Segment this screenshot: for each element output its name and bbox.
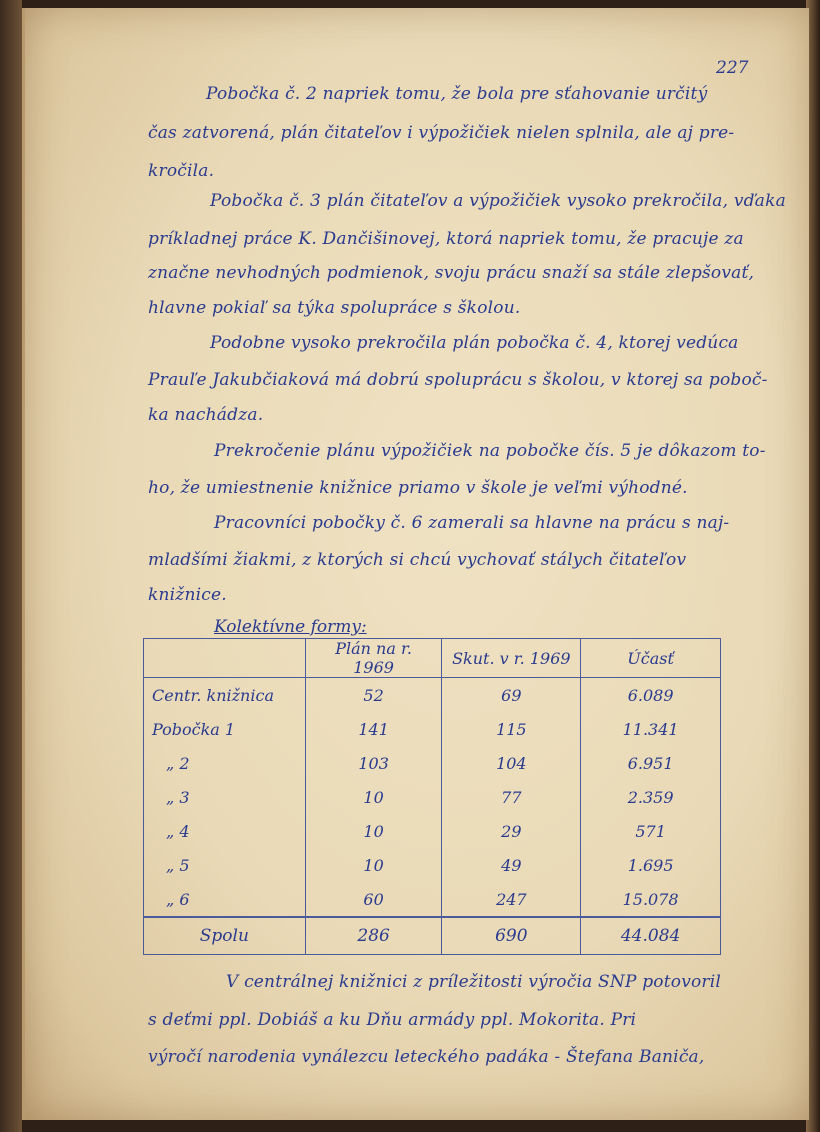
table-row <box>144 678 721 713</box>
closing-line-3: výročí narodenia vynálezcu leteckého padáka - Štefana Baniča, <box>148 1047 705 1067</box>
table-row <box>144 712 721 746</box>
table-heading: Kolektívne formy: <box>214 617 367 637</box>
text-line-14: mladšími žiakmi, z ktorých si chcú vychovať stálych čitateľov <box>148 550 687 570</box>
text-line-8: Podobne vysoko prekročila plán pobočka č. 4, ktorej vedúca <box>210 333 739 353</box>
plan-cell: 60 <box>305 882 442 917</box>
actual-cell: 49 <box>442 848 581 882</box>
total-attendance: 44.084 <box>581 917 721 955</box>
text-line-12: ho, že umiestnenie knižnice priamo v škole je veľmi výhodné. <box>148 478 688 498</box>
attendance-cell: 11.341 <box>581 712 721 746</box>
text-line-2: čas zatvorená, plán čitateľov i výpožičiek nielen splnila, ale aj pre- <box>148 123 735 143</box>
table-header-row <box>144 639 721 678</box>
row-label: Pobočka 1 <box>144 712 306 746</box>
row-label: „ 5 <box>144 848 306 882</box>
actual-cell: 69 <box>442 678 581 713</box>
actual-cell: 247 <box>442 882 581 917</box>
actual-cell: 77 <box>442 780 581 814</box>
text-line-7: hlavne pokiaľ sa týka spolupráce s školou. <box>148 298 521 318</box>
text-line-11: Prekročenie plánu výpožičiek na pobočke čís. 5 je dôkazom to- <box>214 441 766 461</box>
total-label: Spolu <box>144 917 306 955</box>
row-label: „ 2 <box>144 746 306 780</box>
actual-cell: 29 <box>442 814 581 848</box>
plan-cell: 10 <box>305 848 442 882</box>
plan-cell: 103 <box>305 746 442 780</box>
total-actual: 690 <box>442 917 581 955</box>
row-label: „ 4 <box>144 814 306 848</box>
closing-line-1: V centrálnej knižnici z príležitosti výročia SNP potovoril <box>226 972 722 992</box>
text-line-10: ka nachádza. <box>148 405 264 425</box>
plan-cell: 141 <box>305 712 442 746</box>
attendance-cell: 571 <box>581 814 721 848</box>
row-label: „ 6 <box>144 882 306 917</box>
actual-cell: 104 <box>442 746 581 780</box>
table-row <box>144 814 721 848</box>
attendance-cell: 6.089 <box>581 678 721 713</box>
plan-cell: 52 <box>305 678 442 713</box>
text-line-5: príkladnej práce K. Dančišinovej, ktorá napriek tomu, že pracuje za <box>148 229 744 249</box>
table-row <box>144 848 721 882</box>
row-label: „ 3 <box>144 780 306 814</box>
closing-line-2: s deťmi ppl. Dobiáš a ku Dňu armády ppl. Mokorita. Pri <box>148 1010 637 1030</box>
table-row <box>144 780 721 814</box>
actual-cell: 115 <box>442 712 581 746</box>
table-row <box>144 746 721 780</box>
page-number: 227 <box>716 58 749 78</box>
text-line-3: kročila. <box>148 161 215 181</box>
attendance-cell: 2.359 <box>581 780 721 814</box>
attendance-cell: 1.695 <box>581 848 721 882</box>
text-line-4: Pobočka č. 3 plán čitateľov a výpožičiek vysoko prekročila, vďaka <box>210 191 786 211</box>
text-line-6: značne nevhodných podmienok, svoju prácu snaží sa stále zlepšovať, <box>148 263 755 283</box>
attendance-cell: 15.078 <box>581 882 721 917</box>
total-plan: 286 <box>305 917 442 955</box>
column-header-actual: Skut. v r. 1969 <box>442 639 581 678</box>
plan-cell: 10 <box>305 780 442 814</box>
text-line-13: Pracovníci pobočky č. 6 zamerali sa hlavne na prácu s naj- <box>214 513 730 533</box>
row-label: Centr. knižnica <box>144 678 306 713</box>
book-spine <box>0 0 22 1132</box>
text-line-15: knižnice. <box>148 585 227 605</box>
table-total-row <box>144 917 721 955</box>
attendance-cell: 6.951 <box>581 746 721 780</box>
text-line-9: Prauľe Jakubčiaková má dobrú spoluprácu s školou, v ktorej sa poboč- <box>148 370 768 390</box>
column-header-attendance: Účasť <box>581 639 721 678</box>
text-line-1: Pobočka č. 2 napriek tomu, že bola pre sťahovanie určitý <box>206 84 708 104</box>
plan-cell: 10 <box>305 814 442 848</box>
column-header-blank <box>144 639 306 678</box>
statistics-table <box>143 638 721 955</box>
column-header-plan: Plán na r. 1969 <box>305 639 442 678</box>
table-row <box>144 882 721 917</box>
